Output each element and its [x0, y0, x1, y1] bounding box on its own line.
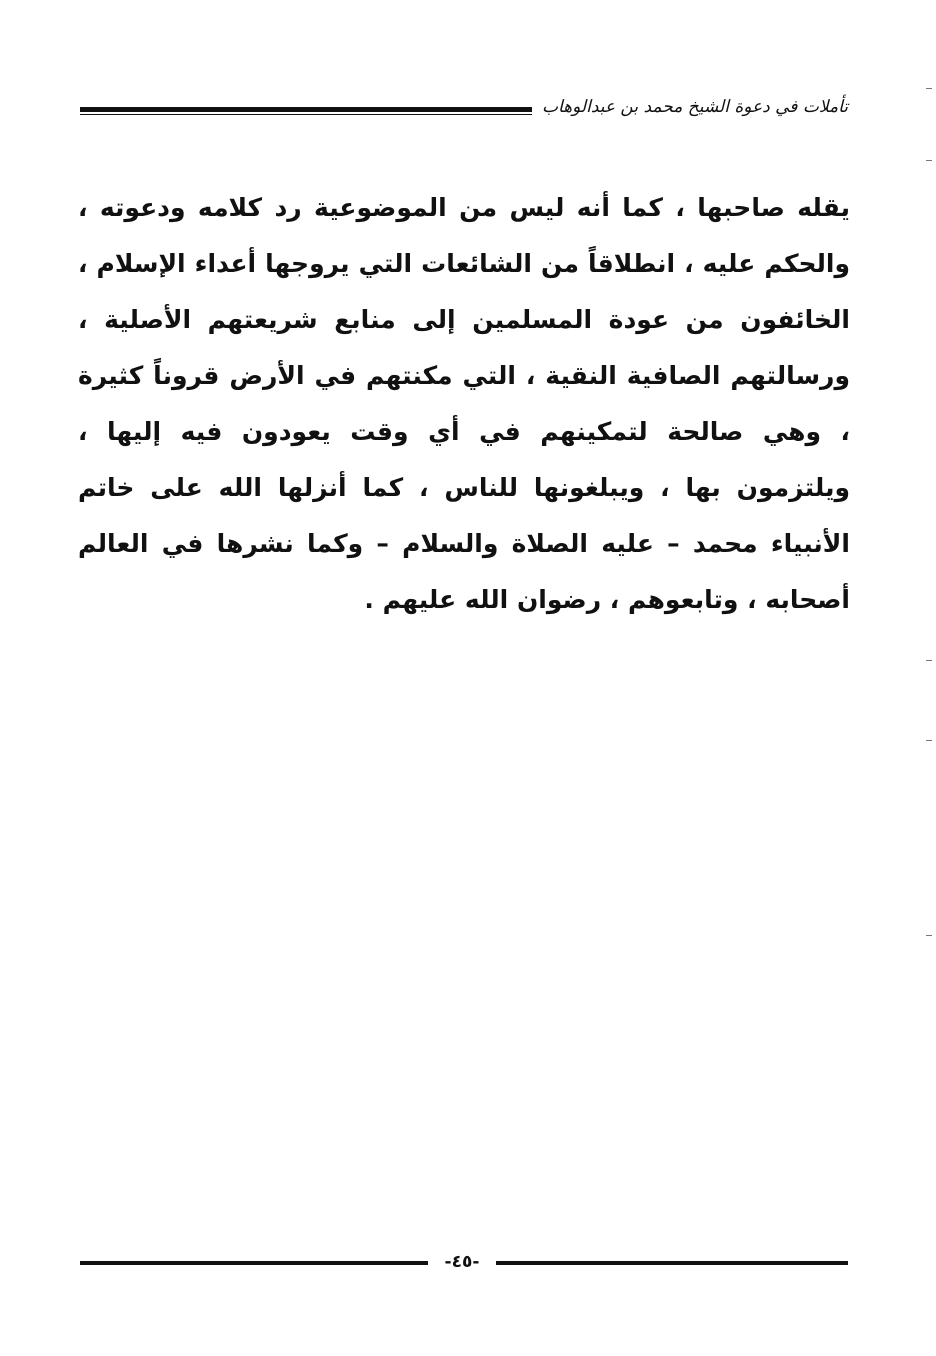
margin-tick: [926, 935, 932, 936]
margin-tick: [926, 88, 932, 89]
body-paragraph: يقله صاحبها ، كما أنه ليس من الموضوعية رد كلامه ودعوته ، والحكم عليه ، انطلاقاً من الشائعات التي يروجها أعداء الإسلام ، الخائفون من عودة المسلمين إلى منابع شريعتهم الأصلية ، ورسالتهم الصافية النقية ، التي مكنتهم في الأرض قروناً كثيرة ، وهي صالحة لتمكينهم في أي وقت يعودون فيه إليها ، ويلتزمون بها ، ويبلغونها للناس ، كما أنزلها الله على خاتم الأنبياء محمد – عليه الصلاة والسلام – وكما نشرها في العالم أصحابه ، وتابعوهم ، رضوان الله عليهم .: [78, 193, 850, 614]
margin-tick: [926, 160, 932, 161]
footer-rule-left: [80, 1261, 428, 1265]
footer-rule-right: [496, 1261, 848, 1265]
running-title: تأملات في دعوة الشيخ محمد بن عبدالوهاب: [532, 96, 848, 118]
running-header: [80, 96, 848, 126]
margin-tick: [926, 740, 932, 741]
margin-tick: [926, 660, 932, 661]
page-footer: [80, 1250, 848, 1274]
page-number: -٤٥-: [444, 1252, 480, 1272]
